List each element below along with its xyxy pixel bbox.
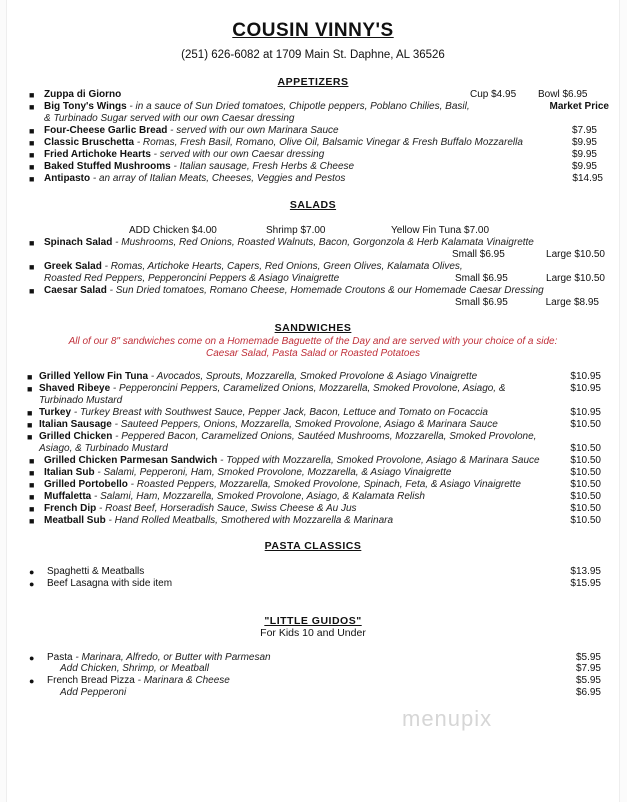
menu-item [47,566,144,578]
item-description: - Turkey Breast with Southwest Sauce, Pepper Jack, Bacon, Lettuce and Tomato on Focaccia [71,407,488,418]
bullet-icon: ■ [29,480,35,490]
item-price: $10.50 [570,419,601,430]
item-description: - Salami, Ham, Mozzarella, Smoked Provolone, Asiago, & Kalamata Relish [91,491,425,502]
addon-shrimp: Shrimp $7.00 [266,225,326,236]
item-description: - Marinara, Alfredo, or Butter with Parmesan [72,652,271,663]
menu-item [39,431,536,443]
section-heading-salads: SALADS [289,199,337,211]
item-addon: Add Pepperoni [60,687,127,698]
menu-item [47,675,230,687]
item-price: $10.50 [570,515,601,526]
menu-item [44,261,463,273]
menu-item [44,101,470,113]
addon-chicken: ADD Chicken $4.00 [129,225,217,236]
menu-item [44,515,393,527]
section-heading-appetizers: APPETIZERS [277,76,349,88]
bullet-icon: ■ [29,174,35,184]
item-description: - Roasted Peppers, Mozzarella, Smoked Provolone, Spinach, Feta, & Asiago Vinaigrette [127,479,521,490]
menu-item [39,419,498,431]
bullet-icon: ● [29,579,35,589]
item-name: Caesar Salad [44,285,107,296]
item-name: Big Tony's Wings [44,101,127,112]
item-description: - Sun Dried tomatoes, Romano Cheese, Homemade Croutons & our Homemade Caesar Dressing [106,285,544,296]
menu-page [6,0,620,802]
menu-item [44,137,523,149]
item-name: Shaved Ribeye [39,383,111,394]
bullet-icon: ■ [29,504,35,514]
item-name: Greek Salad [44,261,102,272]
item-price-cup: Cup $4.95 [470,89,517,100]
price-small: Small $6.95 [455,297,508,308]
price-small: Small $6.95 [455,273,508,284]
item-name: Classic Bruschetta [44,137,135,148]
item-name: Baked Stuffed Mushrooms [44,161,171,172]
item-description: - Hand Rolled Meatballs, Smothered with Mozzarella & Marinara [105,515,394,526]
section-heading-pasta: PASTA CLASSICS [264,540,362,552]
item-price: $10.95 [570,407,601,418]
bullet-icon: ■ [27,384,33,394]
item-price: $10.50 [570,503,601,514]
item-price: $10.95 [570,383,601,394]
menu-item [39,407,488,419]
bullet-icon: ■ [29,468,35,478]
item-name: Spinach Salad [44,237,113,248]
bullet-icon: ■ [27,372,33,382]
item-name: Pasta [47,652,73,663]
item-description: - served with our own Marinara Sauce [167,125,339,136]
bullet-icon: ■ [29,516,35,526]
bullet-icon: ■ [27,420,33,430]
price-small: Small $6.95 [452,249,505,260]
item-description: Turbinado Mustard [39,395,123,406]
item-price: $9.95 [571,137,597,148]
menu-item [44,125,339,137]
addon-tuna: Yellow Fin Tuna $7.00 [391,225,490,236]
price-large: Large $10.50 [546,273,605,284]
bullet-icon: ■ [29,286,35,296]
menu-item [44,237,534,249]
item-description: Roasted Red Peppers, Pepperoncini Peppers & Asiago Vinaigrette [44,273,340,284]
item-price: Market Price [549,101,609,112]
item-name: Italian Sausage [39,419,112,430]
item-description: - in a sauce of Sun Dried tomatoes, Chipotle peppers, Poblano Chilies, Basil, [126,101,470,112]
item-name: Beef Lasagna [47,578,109,589]
sandwich-sides-note: Caesar Salad, Pasta Salad or Roasted Potatoes [205,348,421,359]
menu-item [44,479,521,491]
item-name: Grilled Yellow Fin Tuna [39,371,149,382]
section-heading-kids: "LITTLE GUIDOS" [264,615,362,627]
item-name: Antipasto [44,173,91,184]
bullet-icon: ● [29,676,35,686]
item-description: - Salami, Pepperoni, Ham, Smoked Provolone, Mozzarella, & Asiago Vinaigrette [94,467,452,478]
bullet-icon: ■ [29,102,35,112]
watermark-logo: menupix [402,706,493,731]
bullet-icon: ■ [29,150,35,160]
item-name: Muffaletta [44,491,92,502]
item-description: - Romas, Artichoke Hearts, Capers, Red Onions, Green Olives, Kalamata Olives, [101,261,463,272]
item-price: $9.95 [571,161,597,172]
item-description: Asiago, & Turbinado Mustard [39,443,168,454]
bullet-icon: ■ [29,492,35,502]
bullet-icon: ■ [29,456,35,466]
item-price-bowl: Bowl $6.95 [538,89,588,100]
item-description: - Italian sausage, Fresh Herbs & Cheese [170,161,355,172]
item-price: $7.95 [571,125,597,136]
restaurant-name: COUSIN VINNY'S [232,20,394,41]
item-name: Fried Artichoke Hearts [44,149,151,160]
item-description: with side item [108,578,173,589]
bullet-icon: ■ [29,90,35,100]
menu-item [44,455,540,467]
bullet-icon: ■ [29,162,35,172]
sandwich-note: All of our 8" sandwiches come on a Homemade Baguette of the Day and are served with your choice of a side: [68,336,558,347]
item-description: - Roast Beef, Horseradish Sauce, Swiss Cheese & Au Jus [96,503,357,514]
bullet-icon: ■ [27,432,33,442]
menu-item [47,578,172,590]
item-price: $10.50 [570,467,601,478]
item-name: Spaghetti & Meatballs [47,566,145,577]
item-price: $10.50 [570,491,601,502]
item-name: Grilled Chicken Parmesan Sandwich [44,455,218,466]
bullet-icon: ■ [29,238,35,248]
item-description: - Topped with Mozzarella, Smoked Provolone, Asiago & Marinara Sauce [217,455,540,466]
menu-item [44,173,345,185]
kids-subheading: For Kids 10 and Under [260,627,366,639]
item-name: Italian Sub [44,467,95,478]
bullet-icon: ■ [29,126,35,136]
menu-item [39,383,506,395]
bullet-icon: ● [29,567,35,577]
menu-item [39,371,477,383]
item-price: $5.95 [575,675,601,686]
bullet-icon: ■ [27,408,33,418]
price-large: Large $10.50 [546,249,605,260]
item-price: $15.95 [570,578,601,589]
item-price: $10.50 [570,479,601,490]
item-description: - Peppered Bacon, Caramelized Onions, Sautéed Mushrooms, Mozzarella, Smoked Provolone, [112,431,537,442]
item-description: & Turbinado Sugar served with our own Caesar dressing [44,113,295,124]
item-name: Turkey [39,407,72,418]
item-price: $10.50 [570,455,601,466]
item-addon: Add Chicken, Shrimp, or Meatball [60,663,209,674]
menu-item [44,89,121,101]
menu-item [44,149,324,161]
item-name: Meatball Sub [44,515,106,526]
item-price: $5.95 [575,652,601,663]
item-name: Four-Cheese Garlic Bread [44,125,168,136]
item-price: $9.95 [571,149,597,160]
item-name: French Bread Pizza [47,675,135,686]
item-description: - Romas, Fresh Basil, Romano, Olive Oil, Balsamic Vinegar & Fresh Buffalo Mozzarella [134,137,523,148]
bullet-icon: ■ [29,262,35,272]
item-description: - an array of Italian Meats, Cheeses, Veggies and Pestos [90,173,346,184]
item-description: - Avocados, Sprouts, Mozzarella, Smoked Provolone & Asiago Vinaigrette [148,371,478,382]
item-description: - Pepperoncini Peppers, Caramelized Onions, Mozzarella, Smoked Provolone, Asiago, & [110,383,506,394]
menu-item [44,491,425,503]
item-addon-price: $6.95 [575,687,601,698]
item-addon-price: $7.95 [575,663,601,674]
item-price: $10.95 [570,371,601,382]
item-price: $13.95 [570,566,601,577]
item-description: - Sauteed Peppers, Onions, Mozzarella, Smoked Provolone, Asiago & Marinara Sauce [111,419,498,430]
item-name: Grilled Portobello [44,479,128,490]
item-description: - Marinara & Cheese [134,675,230,686]
section-heading-sandwiches: SANDWICHES [274,322,352,334]
item-price: $10.50 [570,443,601,454]
menu-item [44,503,357,515]
price-large: Large $8.95 [545,297,599,308]
item-name: Zuppa di Giorno [44,89,122,100]
bullet-icon: ■ [29,138,35,148]
item-name: Grilled Chicken [39,431,113,442]
item-description: - Mushrooms, Red Onions, Roasted Walnuts, Bacon, Gorgonzola & Herb Kalamata Vinaigrette [112,237,534,248]
menu-item [44,285,544,297]
menu-item [44,467,451,479]
bullet-icon: ● [29,653,35,663]
contact-info: (251) 626-6082 at 1709 Main St. Daphne, AL 36526 [181,49,445,61]
item-price: $14.95 [572,173,603,184]
menu-item [44,161,354,173]
item-name: French Dip [44,503,97,514]
item-description: - served with our own Caesar dressing [150,149,325,160]
